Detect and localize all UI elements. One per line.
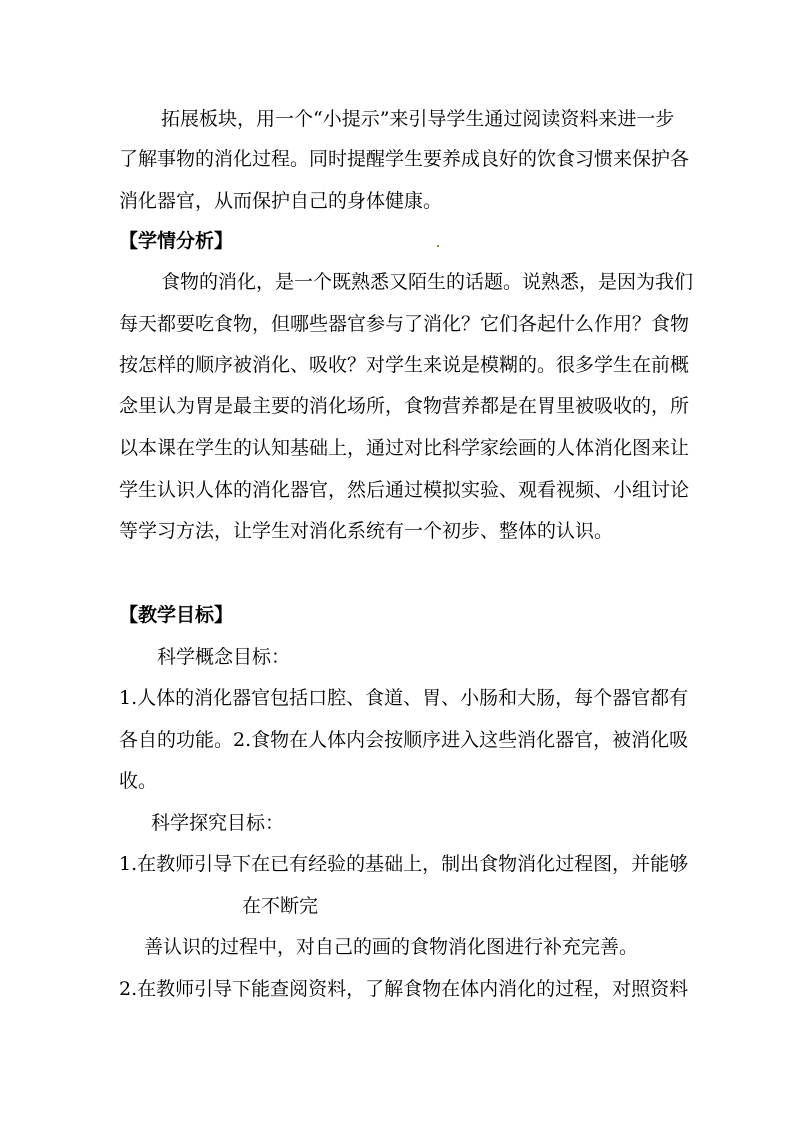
inquiry-goal-line-3: 善认识的过程中，对自己的画的食物消化图进行补充完善。 xyxy=(144,936,639,958)
analysis-paragraph-line-6: 学生认识人体的消化器官，然后通过模拟实验、观看视频、小组讨论 xyxy=(119,479,690,501)
concept-goal-line-3: 收。 xyxy=(119,770,158,792)
section-heading-analysis: 【学情分析】 xyxy=(119,230,234,252)
stray-mark xyxy=(437,245,439,247)
extension-paragraph-line-3: 消化器官，从而保护自己的身体健康。 xyxy=(119,190,443,212)
analysis-paragraph-line-5: 以本课在学生的认知基础上，通过对比科学家绘画的人体消化图来让 xyxy=(119,437,690,459)
analysis-paragraph-line-7: 等学习方法，让学生对消化系统有一个初步、整体的认识。 xyxy=(119,520,614,542)
concept-goal-line-2: 各自的功能。2.食物在人体内会按顺序进入这些消化器官，被消化吸 xyxy=(119,729,689,751)
analysis-paragraph-line-1: 食物的消化，是一个既熟悉又陌生的话题。说熟悉，是因为我们 xyxy=(161,271,694,293)
analysis-paragraph-line-2: 每天都要吃食物，但哪些器官参与了消化？它们各起什么作用？食物 xyxy=(119,313,690,335)
analysis-paragraph-line-3: 按怎样的顺序被消化、吸收？对学生来说是模糊的。很多学生在前概 xyxy=(119,354,690,376)
section-heading-goals: 【教学目标】 xyxy=(119,604,234,626)
extension-paragraph-line-1: 拓展板块，用一个“小提示”来引导学生通过阅读资料来进一步 xyxy=(161,108,675,130)
inquiry-goal-title: 科学探究目标： xyxy=(151,812,285,834)
extension-paragraph-line-2: 了解事物的消化过程。同时提醒学生要养成良好的饮食习惯来保护各 xyxy=(119,148,690,170)
concept-goal-title: 科学概念目标： xyxy=(157,646,291,668)
inquiry-goal-line-2: 在不断完 xyxy=(242,895,319,917)
inquiry-goal-line-1: 1.在教师引导下在已有经验的基础上，制出食物消化过程图，并能够 xyxy=(119,853,689,875)
inquiry-goal-line-4: 2.在教师引导下能查阅资料，了解食物在体内消化的过程，对照资料 xyxy=(119,978,689,1000)
analysis-paragraph-line-4: 念里认为胃是最主要的消化场所，食物营养都是在胃里被吸收的，所 xyxy=(119,395,690,417)
concept-goal-line-1: 1.人体的消化器官包括口腔、食道、胃、小肠和大肠，每个器官都有 xyxy=(119,687,689,709)
